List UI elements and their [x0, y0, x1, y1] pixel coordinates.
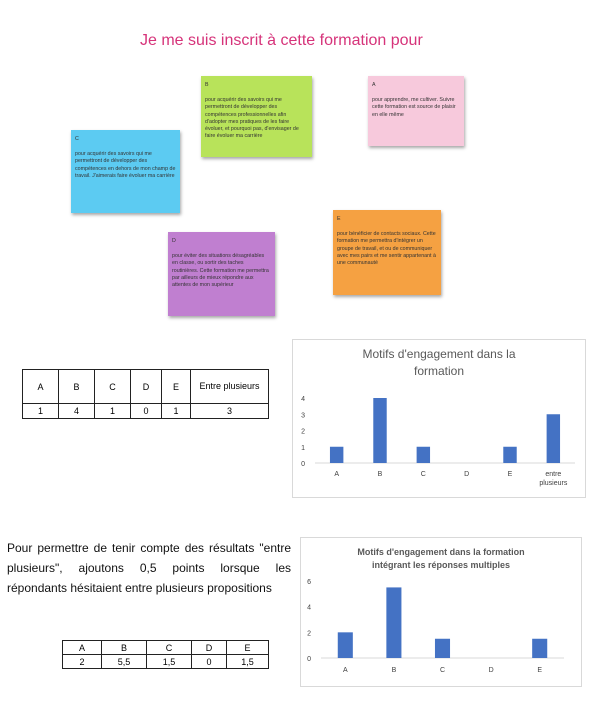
- note-letter: D: [172, 238, 176, 244]
- y-tick-label: 2: [301, 428, 305, 436]
- bar: [386, 587, 401, 658]
- table-header-cell: D: [192, 641, 227, 655]
- table-header-cell: B: [102, 641, 147, 655]
- table-header-cell: C: [147, 641, 192, 655]
- table-header-cell: E: [162, 370, 191, 404]
- table-cell: 3: [191, 404, 269, 419]
- x-tick-label: E: [537, 667, 543, 674]
- results-table: [22, 369, 269, 419]
- x-tick-label: plusieurs: [539, 480, 568, 487]
- x-tick-label: C: [439, 667, 446, 674]
- explanation-paragraph: Pour permettre de tenir compte des résultats "entre plusieurs", ajoutons 0,5 points lorsque les répondants hésitaient entre plusieurs propositions: [7, 541, 291, 595]
- bar: [338, 632, 353, 658]
- table-cell: 4: [59, 404, 95, 419]
- x-tick-label: D: [464, 471, 470, 478]
- bar: [417, 447, 430, 463]
- note-text: pour acquérir des savoirs qui me permettront de développer des compétences en dehors de mon champ de travail. J'aimerais faire évoluer ma carrière: [75, 151, 176, 179]
- note-text: pour apprendre, me cultiver. Suivre cette formation est source de plaisir en elle même: [372, 97, 456, 118]
- chart-plot: [301, 538, 581, 686]
- table-cell: 1: [162, 404, 191, 419]
- chart-plot: [293, 340, 585, 497]
- note-letter: A: [372, 82, 376, 88]
- note-text: pour acquérir des savoirs qui me permettront de développer des compétences professionnelles afin d'adopter mes pratiques de les faire évoluer, et pourquoi pas, d'envisager de faire évoluer ma carrière: [205, 97, 299, 140]
- weighted-table: [62, 640, 269, 669]
- x-tick-label: D: [488, 667, 494, 674]
- chart-engagement-weighted: [300, 537, 582, 687]
- page-title: Je me suis inscrit à cette formation pour: [140, 32, 423, 49]
- chart-title: Motifs d'engagement dans la formation: [362, 347, 516, 378]
- x-tick-label: A: [334, 471, 340, 478]
- y-tick-label: 6: [307, 579, 311, 586]
- sticky-note-a: [368, 76, 464, 146]
- bar: [503, 447, 516, 463]
- sticky-note-c: [71, 130, 180, 213]
- table-cell: 2: [63, 655, 102, 669]
- table-cell: 0: [192, 655, 227, 669]
- table-cell: 1,5: [147, 655, 192, 669]
- bar: [547, 414, 560, 463]
- table-cell: 1,5: [227, 655, 269, 669]
- y-tick-label: 2: [307, 630, 311, 638]
- x-tick-label: E: [507, 471, 513, 478]
- chart-engagement: [292, 339, 586, 498]
- bar: [435, 639, 450, 658]
- sticky-note-e: [333, 210, 441, 295]
- x-tick-label: entre: [545, 471, 562, 478]
- table-cell: 1: [23, 404, 59, 419]
- y-tick-label: 0: [307, 656, 311, 663]
- table-header-cell: A: [23, 370, 59, 404]
- table-header-cell: Entre plusieurs: [191, 370, 269, 404]
- y-tick-label: 0: [301, 461, 305, 468]
- table-header-cell: A: [63, 641, 102, 655]
- table-header-cell: E: [227, 641, 269, 655]
- bar: [330, 447, 343, 463]
- table-header-cell: B: [59, 370, 95, 404]
- sticky-note-d: [168, 232, 275, 316]
- table-cell: 0: [131, 404, 162, 419]
- chart-title: Motifs d'engagement dans la formation intégrant les réponses multiples: [357, 547, 525, 570]
- note-letter: C: [75, 136, 79, 142]
- y-tick-label: 3: [301, 412, 305, 420]
- bar: [373, 398, 386, 463]
- table-header-cell: C: [95, 370, 131, 404]
- note-text: pour bénéficier de contacts sociaux. Cette formation me permettra d'intégrer un groupe de travail, et ou de communiquer avec mes pairs et me sentir appartenant à une communauté: [337, 231, 436, 267]
- table-header-cell: D: [131, 370, 162, 404]
- table-cell: 5,5: [102, 655, 147, 669]
- x-tick-label: B: [391, 667, 397, 674]
- note-letter: E: [337, 216, 341, 222]
- y-tick-label: 4: [307, 604, 311, 612]
- note-text: pour éviter des situations désagréables en classe, ou sortir des taches routinières. Cette formation me permettra par ailleurs de mieux répondre aux attentes de mon supérieur: [172, 253, 269, 289]
- x-tick-label: B: [377, 471, 383, 478]
- bar: [532, 639, 547, 658]
- y-tick-label: 1: [301, 444, 305, 452]
- note-letter: B: [205, 82, 209, 88]
- x-tick-label: C: [420, 471, 426, 478]
- x-tick-label: A: [342, 667, 348, 674]
- y-tick-label: 4: [301, 396, 305, 403]
- table-cell: 1: [95, 404, 131, 419]
- sticky-note-b: [201, 76, 312, 157]
